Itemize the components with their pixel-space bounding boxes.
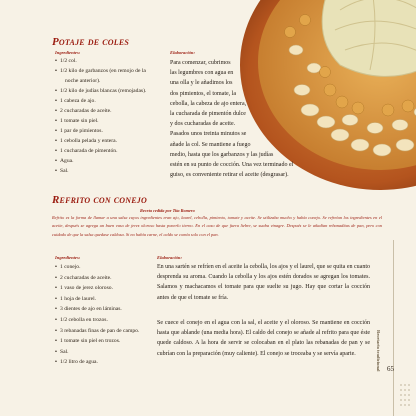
method-line: guiso, es conveniente retirar el aceite (desgrasar). bbox=[170, 172, 289, 179]
method-line: una olla y le añadimos los bbox=[170, 80, 233, 87]
method-line: las legumbres con agua en bbox=[170, 70, 234, 77]
list-item: • 1 cucharada de pimentón. bbox=[55, 146, 146, 156]
list-item: noche anterior). bbox=[65, 78, 101, 84]
recipe-title-refrito: Refrito con conejo bbox=[52, 194, 147, 206]
method-line: estén en su punto de cocción. Una vez terminado el bbox=[170, 162, 294, 169]
page-number: 65 bbox=[387, 365, 394, 373]
sidebar-label: Recetario tradicional bbox=[376, 330, 381, 372]
refrito-ingredients-list bbox=[55, 262, 139, 368]
recipe-title-potaje: Potaje de coles bbox=[52, 36, 130, 48]
sidebar-divider bbox=[393, 240, 394, 416]
list-item: • 1 hoja de laurel. bbox=[55, 294, 139, 305]
list-item: • 1 vaso de jerez oloroso. bbox=[55, 283, 139, 294]
list-item: • Agua. bbox=[55, 156, 146, 166]
potaje-method-text bbox=[170, 58, 293, 180]
method-line: y dos cucharadas de aceite. bbox=[170, 121, 236, 128]
list-item: • 1 tomate sin piel. bbox=[55, 116, 146, 126]
list-item: • 1/2 kilo de judías blancas (remojadas). bbox=[55, 86, 146, 96]
list-item: • 1 cabeza de ajo. bbox=[55, 96, 146, 106]
refrito-method-paragraph-1: En una sartén se refríen en el aceite la cebolla, los ajos y el laurel, que se quita en cuanto desprenda su aroma. Cuando la cebolla y los ajos estén dorados se agregan los tomates. Salamos y machacamos el tomate para que suelte su jugo. Hay que cortar la cocción antes de que el tomate se fría. bbox=[157, 264, 370, 301]
method-line: dos pimientos, el tomate, la bbox=[170, 90, 236, 97]
method-line: Pasados unos treinta minutos se bbox=[170, 131, 247, 138]
list-item: • 2 cucharadas de aceite. bbox=[55, 106, 146, 116]
refrito-method-heading: Elaboración: bbox=[157, 255, 183, 260]
method-line: Para comenzar, cubrimos bbox=[170, 60, 231, 66]
list-item: • 1/2 kilo de garbanzos (en remojo de la bbox=[55, 66, 146, 76]
potaje-method-heading: Elaboración: bbox=[170, 50, 196, 55]
refrito-method-paragraph-2: Se cuece el conejo en el agua con la sal, el aceite y el oloroso. Se mantiene en cocción hasta que ablande (una media hora). El caldo del conejo se añade al refrito para que éste quede caldoso. A la hora de servir se colocaban en el plato las rebanadas de pan y se cubrían con la preparación (muy caliente). El conejo se troceaba y se servía aparte. bbox=[157, 320, 370, 357]
list-item: • 3 dientes de ajo en láminas. bbox=[55, 304, 139, 315]
list-item: • 1/2 litro de agua. bbox=[55, 357, 139, 368]
list-item: • 1 par de pimientos. bbox=[55, 126, 146, 136]
list-item: • 1 cebolla pelada y entera. bbox=[55, 136, 146, 146]
list-item: • 1 tomate sin piel en trozos. bbox=[55, 336, 139, 347]
refrito-intro: Refrito es la forma de llamar a una salsa cuyos ingredientes eran ajo, laurel, cebolla, pimiento, tomate y aceite. Se utilizaba mucho y había conejo. Se refreían los ingredientes en el aceite, después se agrega un buen vaso de jerez oloroso hasta ponerlo tierno. En el caso de que fuera liebre, se suaba vinagre. Después se le añadían rebanaditas de pan, pero con cuidado de que la salsa quedase caldosa. Si no había carne, el caldo se comía solo con el pan. bbox=[52, 215, 382, 237]
list-item: • Sal. bbox=[55, 166, 146, 176]
decorative-dots bbox=[398, 382, 412, 412]
list-item: • 3 rebanadas finas de pan de campo. bbox=[55, 326, 139, 337]
list-item: • 1 conejo. bbox=[55, 262, 139, 273]
refrito-ingredients-heading: Ingredientes: bbox=[55, 255, 81, 260]
potaje-ingredients-heading: Ingredientes: bbox=[55, 50, 81, 55]
potaje-ingredients-list bbox=[55, 56, 146, 176]
method-line: la cucharada de pimentón dulce bbox=[170, 111, 246, 118]
list-item: • 1/2 cebolla en trozos. bbox=[55, 315, 139, 326]
list-item: • 2 cucharadas de aceite. bbox=[55, 273, 139, 284]
method-line: añade la col. Se mantiene a fuego bbox=[170, 141, 251, 148]
list-item: • 1/2 col. bbox=[55, 56, 146, 66]
method-line: medio, hasta que los garbanzos y las judías bbox=[170, 151, 274, 158]
recipe-author: Receta cedida por Tita Romero bbox=[140, 208, 195, 213]
list-item: • Sal. bbox=[55, 347, 139, 358]
method-line: cebolla, la cabeza de ajo entera, bbox=[170, 100, 247, 107]
